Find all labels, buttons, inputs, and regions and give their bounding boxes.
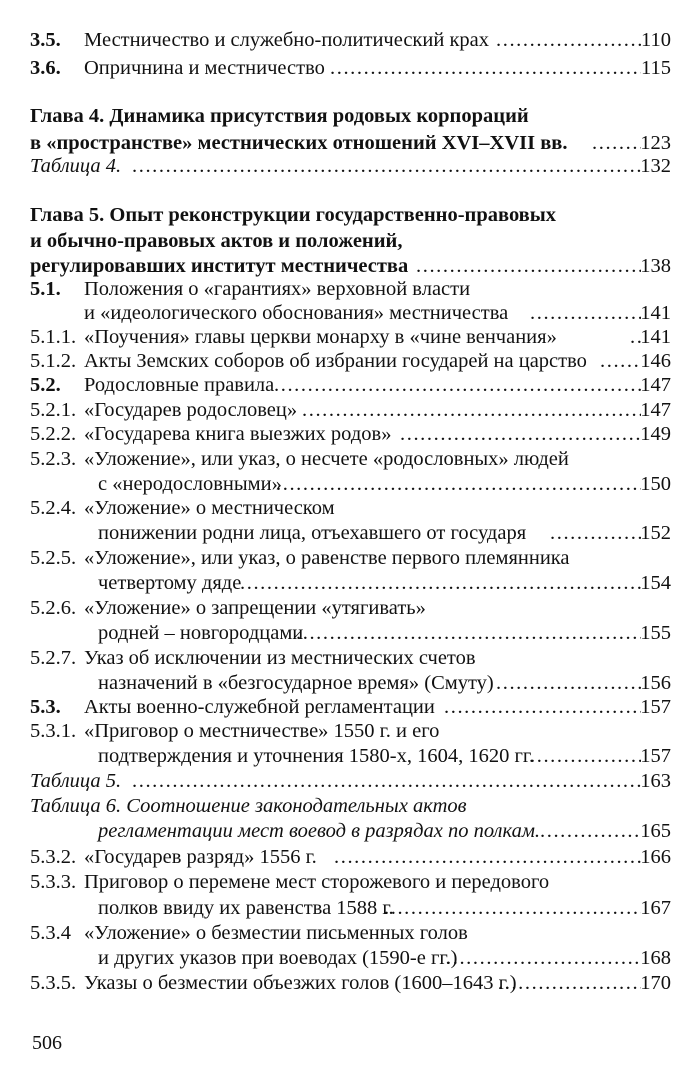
- entry-title: Акты военно-служебной регламентации: [84, 696, 435, 718]
- dot-leader: [302, 397, 641, 423]
- entry-number: 5.1.2.: [30, 350, 77, 372]
- entry-title: Таблица 5.: [30, 770, 122, 792]
- entry-title: «Приговор о местничестве» 1550 г. и его: [84, 720, 440, 742]
- toc-entry: [0, 645, 696, 671]
- entry-number: 5.2.7.: [30, 647, 77, 669]
- toc-entry: [0, 818, 696, 844]
- entry-title: с «неродословными»: [98, 473, 282, 495]
- toc-entry: [0, 495, 696, 521]
- toc-entry: [0, 768, 696, 794]
- dot-leader: [540, 818, 641, 844]
- entry-page: 165: [640, 820, 671, 842]
- entry-title: «Уложение» о местническом: [84, 497, 335, 519]
- toc-entry: [0, 793, 696, 819]
- dot-leader: [400, 421, 641, 447]
- entry-title: понижении родни лица, отъехавшего от государя: [98, 522, 527, 544]
- toc-entry: [0, 570, 696, 596]
- entry-page: 152: [640, 522, 671, 544]
- entry-page: 146: [640, 350, 671, 372]
- entry-number: 5.3.: [30, 696, 61, 718]
- entry-title: «Уложение», или указ, о несчете «родословных» людей: [84, 448, 569, 470]
- entry-title: «Уложение» о безместии письменных голов: [84, 922, 468, 944]
- toc-entry: [0, 520, 696, 546]
- entry-number: 5.3.1.: [30, 720, 77, 742]
- entry-page: 132: [640, 155, 671, 177]
- dot-leader: [330, 55, 641, 81]
- dot-leader: [444, 694, 641, 720]
- dot-leader: [384, 895, 641, 921]
- chapter-heading: [0, 202, 696, 228]
- entry-title: и других указов при воеводах (1590-е гг.): [98, 947, 458, 969]
- entry-number: 3.5.: [30, 29, 61, 51]
- entry-page: 141: [640, 326, 671, 348]
- entry-title: Родословные правила: [84, 374, 275, 396]
- entry-title: Положения о «гарантиях» верховной власти: [84, 278, 471, 300]
- entry-title: регламентации мест воевод в разрядах по полкам.: [98, 820, 541, 842]
- entry-title: Глава 4. Динамика присутствия родовых корпораций: [30, 105, 529, 127]
- toc-entry: [0, 471, 696, 497]
- toc-entry: [0, 27, 696, 53]
- entry-title: и «идеологического обоснования» местничества: [84, 302, 509, 324]
- entry-title: Опричнина и местничество: [84, 57, 325, 79]
- entry-title: «Поучения» главы церкви монарху в «чине венчания»: [84, 326, 557, 348]
- toc-entry: [0, 920, 696, 946]
- entry-number: 3.6.: [30, 57, 61, 79]
- entry-page: 123: [640, 132, 671, 154]
- entry-title: «Уложение», или указ, о равенстве первого племянника: [84, 547, 570, 569]
- entry-page: 147: [640, 374, 671, 396]
- entry-title: «Государева книга выезжих родов»: [84, 423, 392, 445]
- entry-title: «Государев разряд» 1556 г.: [84, 846, 317, 868]
- toc-entry: [0, 446, 696, 472]
- entry-number: 5.2.6.: [30, 597, 77, 619]
- dot-leader: [600, 348, 641, 374]
- entry-title: в «пространстве» местнических отношений XVI–XVII вв.: [30, 132, 568, 154]
- toc-entry: [0, 595, 696, 621]
- entry-page: 110: [641, 29, 671, 51]
- dot-leader: [496, 27, 641, 53]
- toc-entry: [0, 276, 696, 302]
- dot-leader: [276, 471, 641, 497]
- entry-number: 5.3.5.: [30, 972, 77, 994]
- entry-page: 157: [640, 745, 671, 767]
- entry-number: 5.1.1.: [30, 326, 77, 348]
- dot-leader: [496, 670, 641, 696]
- dot-leader: [240, 570, 641, 596]
- toc-entry: [0, 55, 696, 81]
- entry-page: 155: [640, 622, 671, 644]
- toc-entry: [0, 945, 696, 971]
- toc-entry: [0, 397, 696, 423]
- entry-title: «Государев родословец»: [84, 399, 298, 421]
- toc-entry: [0, 844, 696, 870]
- entry-page: 157: [640, 696, 671, 718]
- dot-leader: [296, 620, 641, 646]
- dot-leader: [498, 970, 641, 996]
- entry-title: полков ввиду их равенства 1588 г.: [98, 897, 394, 919]
- entry-page: 115: [641, 57, 671, 79]
- entry-page: 156: [640, 672, 671, 694]
- dot-leader: [274, 372, 641, 398]
- entry-page: 166: [640, 846, 671, 868]
- dot-leader: [132, 153, 641, 179]
- entry-page: 150: [640, 473, 671, 495]
- entry-title: подтверждения и уточнения 1580-х, 1604, 1620 гг.: [98, 745, 535, 767]
- toc-entry: [0, 348, 696, 374]
- entry-title: Таблица 6. Соотношение законодательных актов: [30, 795, 467, 817]
- toc-entry: [0, 718, 696, 744]
- page-number: 506: [32, 1032, 62, 1054]
- entry-title: Акты Земских соборов об избрании государей на царство: [84, 350, 587, 372]
- entry-number: 5.2.4.: [30, 497, 77, 519]
- entry-page: 138: [640, 255, 671, 277]
- entry-title: Местничество и служебно-политический крах: [84, 29, 490, 51]
- entry-page: 163: [640, 770, 671, 792]
- entry-title: Указы о безместии объезжих голов (1600–1643 г.): [84, 972, 517, 994]
- entry-page: 154: [640, 572, 671, 594]
- entry-page: 168: [640, 947, 671, 969]
- dot-leader: [530, 743, 641, 769]
- toc-entry: [0, 324, 696, 350]
- dot-leader: [334, 844, 641, 870]
- entry-number: 5.2.3.: [30, 448, 77, 470]
- dot-leader: [446, 945, 641, 971]
- toc-entry: [0, 153, 696, 179]
- entry-page: 170: [640, 972, 671, 994]
- toc-entry: [0, 372, 696, 398]
- entry-title: родней – новгородцами: [98, 622, 304, 644]
- entry-title: Таблица 4.: [30, 155, 122, 177]
- entry-number: 5.3.4: [30, 922, 71, 944]
- entry-number: 5.2.1.: [30, 399, 77, 421]
- chapter-heading: [0, 103, 696, 129]
- entry-number: 5.3.3.: [30, 871, 77, 893]
- entry-title: назначений в «безгосударное время» (Смуту): [98, 672, 494, 694]
- toc-entry: [0, 545, 696, 571]
- dot-leader: [530, 300, 641, 326]
- entry-title: Указ об исключении из местнических счетов: [84, 647, 476, 669]
- entry-title: и обычно-правовых актов и положений,: [30, 230, 403, 252]
- entry-page: 141: [640, 302, 671, 324]
- toc-entry: [0, 421, 696, 447]
- toc-entry: [0, 895, 696, 921]
- entry-title: Глава 5. Опыт реконструкции государственно-правовых: [30, 204, 557, 226]
- toc-entry: [0, 869, 696, 895]
- toc-entry: [0, 970, 696, 996]
- entry-number: 5.2.5.: [30, 547, 77, 569]
- entry-title: четвертому дяде: [98, 572, 242, 594]
- entry-title: Приговор о перемене мест сторожевого и передового: [84, 871, 550, 893]
- entry-page: 147: [640, 399, 671, 421]
- entry-number: 5.1.: [30, 278, 61, 300]
- toc-entry: [0, 670, 696, 696]
- entry-number: 5.2.2.: [30, 423, 77, 445]
- toc-entry: [0, 300, 696, 326]
- toc-entry: [0, 620, 696, 646]
- chapter-heading: [0, 228, 696, 254]
- toc-entry: [0, 694, 696, 720]
- dot-leader: [132, 768, 641, 794]
- entry-number: 5.3.2.: [30, 846, 77, 868]
- entry-page: 167: [640, 897, 671, 919]
- toc-entry: [0, 743, 696, 769]
- entry-page: 149: [640, 423, 671, 445]
- dot-leader: [550, 520, 641, 546]
- entry-title: регулировавших институт местничества: [30, 255, 409, 277]
- entry-number: 5.2.: [30, 374, 61, 396]
- entry-title: «Уложение» о запрещении «утягивать»: [84, 597, 426, 619]
